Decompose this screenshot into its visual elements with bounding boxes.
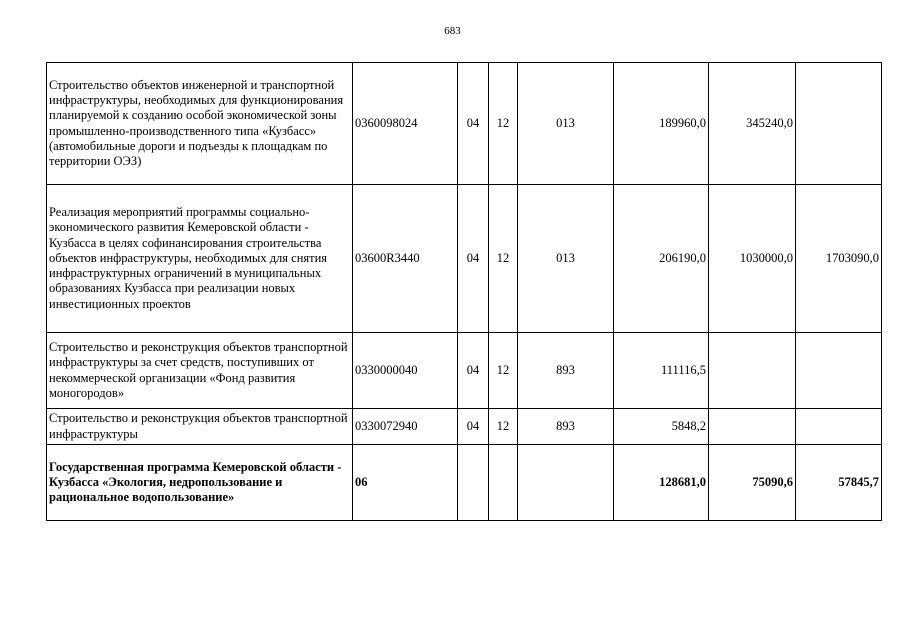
row-amount-1: 5848,2 — [614, 409, 709, 445]
row-section — [458, 445, 489, 521]
row-expense-type — [518, 445, 614, 521]
row-expense-type: 013 — [518, 185, 614, 333]
row-target-code: 0330072940 — [353, 409, 458, 445]
row-amount-2: 345240,0 — [709, 63, 796, 185]
row-target-code: 0360098024 — [353, 63, 458, 185]
row-subsection: 12 — [489, 63, 518, 185]
row-amount-1: 111116,5 — [614, 333, 709, 409]
row-amount-3 — [796, 409, 882, 445]
row-amount-2 — [709, 333, 796, 409]
row-name: Государственная программа Кемеровской области - Кузбасса «Экология, недропользование и рациональное водопользование» — [47, 445, 353, 521]
budget-table — [46, 62, 882, 521]
table-row — [47, 409, 882, 445]
row-section: 04 — [458, 333, 489, 409]
row-amount-1: 128681,0 — [614, 445, 709, 521]
row-amount-2 — [709, 409, 796, 445]
row-name: Строительство и реконструкция объектов транспортной инфраструктуры за счет средств, поступивших от некоммерческой организации «Фонд развития моногородов» — [47, 333, 353, 409]
row-amount-3 — [796, 63, 882, 185]
table-row — [47, 445, 882, 521]
table-row — [47, 63, 882, 185]
row-target-code: 0330000040 — [353, 333, 458, 409]
row-name: Строительство и реконструкция объектов транспортной инфраструктуры — [47, 409, 353, 445]
row-target-code: 03600R3440 — [353, 185, 458, 333]
row-section: 04 — [458, 409, 489, 445]
row-name: Реализация мероприятий программы социально-экономического развития Кемеровской области - Кузбасса в целях софинансирования строительства объектов инфраструктуры, необходимых для снятия инфраструктурных ограничений в муниципальных образованиях Кузбасса при реализации новых инвестиционных проектов — [47, 185, 353, 333]
row-expense-type: 893 — [518, 333, 614, 409]
row-amount-3: 57845,7 — [796, 445, 882, 521]
row-name: Строительство объектов инженерной и транспортной инфраструктуры, необходимых для функционирования планируемой к созданию особой экономической зоны промышленно-производственного типа «Кузбасс» (автомобильные дороги и подъезды к площадкам по территории ОЭЗ) — [47, 63, 353, 185]
row-amount-2: 75090,6 — [709, 445, 796, 521]
row-subsection: 12 — [489, 333, 518, 409]
row-amount-1: 189960,0 — [614, 63, 709, 185]
table-row — [47, 333, 882, 409]
row-expense-type: 893 — [518, 409, 614, 445]
row-subsection: 12 — [489, 185, 518, 333]
row-section: 04 — [458, 185, 489, 333]
row-subsection: 12 — [489, 409, 518, 445]
row-amount-3 — [796, 333, 882, 409]
row-subsection — [489, 445, 518, 521]
row-amount-3: 1703090,0 — [796, 185, 882, 333]
row-target-code: 06 — [353, 445, 458, 521]
row-amount-2: 1030000,0 — [709, 185, 796, 333]
row-expense-type: 013 — [518, 63, 614, 185]
table-row — [47, 185, 882, 333]
row-amount-1: 206190,0 — [614, 185, 709, 333]
row-section: 04 — [458, 63, 489, 185]
page-number: 683 — [444, 25, 461, 37]
